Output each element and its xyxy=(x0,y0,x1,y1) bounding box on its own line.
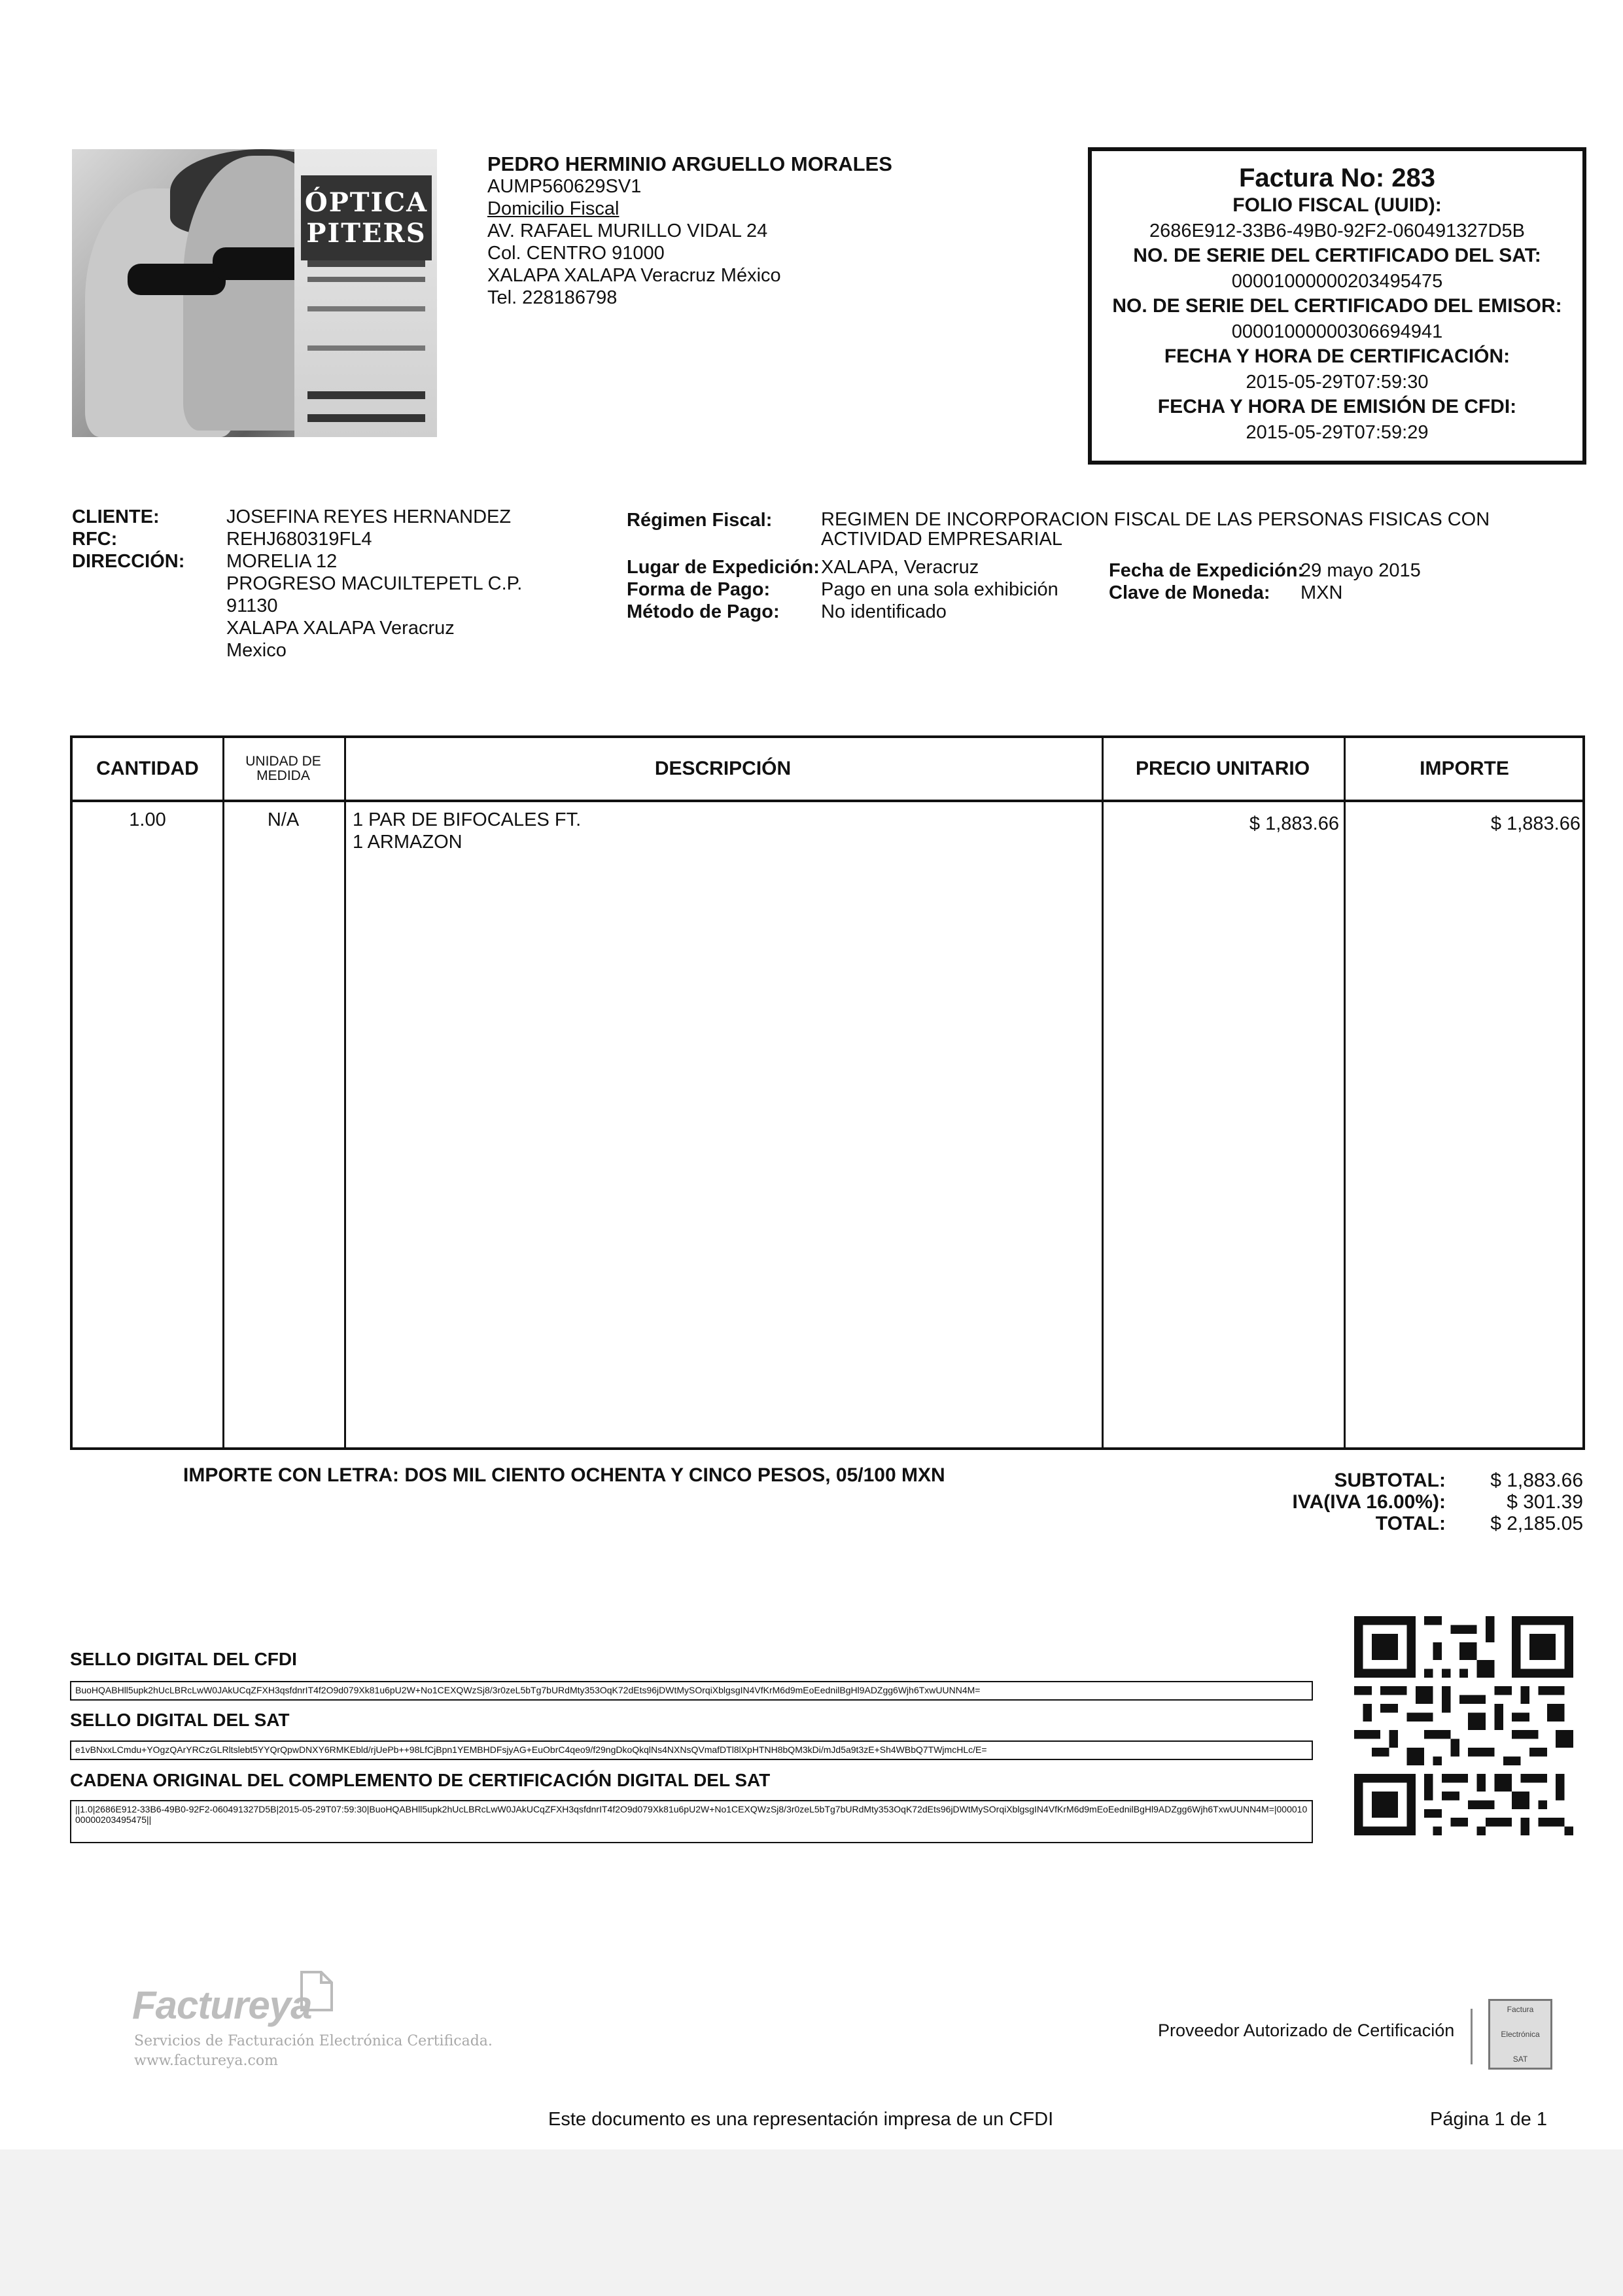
emision-date-value: 2015-05-29T07:59:29 xyxy=(1246,421,1429,443)
scan-bottom-band xyxy=(0,2149,1623,2296)
page-number: Página 1 de 1 xyxy=(1430,2109,1547,2130)
header-divider xyxy=(73,800,1582,802)
column-divider xyxy=(222,738,224,1447)
header-unidad-line: MEDIDA xyxy=(256,768,310,783)
lugar-label: Lugar de Expedición: xyxy=(627,557,820,578)
date-currency-values xyxy=(1300,559,1421,604)
client-labels xyxy=(72,506,184,573)
importe-letra xyxy=(183,1464,945,1487)
logo-line xyxy=(307,345,425,351)
header-precio: PRECIO UNITARIO xyxy=(1135,758,1310,779)
header-cantidad: CANTIDAD xyxy=(96,758,199,779)
logo-line xyxy=(307,414,425,422)
cadena-original-box: ||1.0|2686E912-33B6-49B0-92F2-060491327D5B|2015-05-29T07:59:30|BuoHQABHll5upk2hUcLBRcLwW0JAkUCqZFXH3qsfdnrIT4f2O9d079Xk81u6pU2W+No1CEXQWzSj8/3r0zeL5bTg7bURdMty353OqK72dEts96jDWtMySOrqiXblgsgIN4VfKrM6d9mEoEednilBgHl9ADZgg6Wjh6TxwUUNN4M=|00001000000203495475|| xyxy=(70,1800,1313,1843)
factureya-logo: Factureya xyxy=(132,1983,312,2027)
client-address: XALAPA XALAPA Veracruz xyxy=(226,618,455,639)
invoice-number: Factura No: 283 xyxy=(1238,164,1436,192)
sello-cfdi-label: SELLO DIGITAL DEL CFDI xyxy=(70,1649,297,1669)
column-divider xyxy=(344,738,346,1447)
issuer-block xyxy=(487,153,892,309)
cell-importe: $ 1,883.66 xyxy=(1490,813,1580,834)
cliente-label: CLIENTE: xyxy=(72,506,160,527)
sello-sat-label: SELLO DIGITAL DEL SAT xyxy=(70,1710,290,1730)
sunglasses-icon xyxy=(128,264,226,295)
client-address: PROGRESO MACUILTEPETL C.P. xyxy=(226,573,523,594)
date-currency-labels xyxy=(1109,559,1304,604)
header-unidad xyxy=(222,738,344,800)
cell-descripcion xyxy=(353,809,581,853)
issuer-domicilio-label: Domicilio Fiscal xyxy=(487,198,620,219)
metodo-label: Método de Pago: xyxy=(627,601,780,622)
uuid-label: FOLIO FISCAL (UUID): xyxy=(1232,194,1442,216)
cell-precio: $ 1,883.66 xyxy=(1249,813,1339,834)
importe-letra-label: IMPORTE CON LETRA: xyxy=(183,1464,399,1486)
logo-line xyxy=(307,277,425,282)
importe-letra-value: DOS MIL CIENTO OCHENTA Y CINCO PESOS, 05/100 MXN xyxy=(404,1464,945,1486)
lugar-value: XALAPA, Veracruz xyxy=(821,557,979,578)
column-divider xyxy=(1102,738,1104,1447)
subtotal-label: SUBTOTAL: xyxy=(1334,1470,1446,1491)
invoice-info-box xyxy=(1088,147,1586,465)
client-address: 91130 xyxy=(226,595,278,616)
totals-labels xyxy=(1243,1470,1446,1534)
payment-labels xyxy=(627,556,820,623)
logo-line xyxy=(307,260,425,267)
regimen-line: REGIMEN DE INCORPORACION FISCAL DE LAS PERSONAS FISICAS CON xyxy=(821,509,1490,530)
header-importe: IMPORTE xyxy=(1420,758,1509,779)
sat-badge-line: Electrónica xyxy=(1501,2030,1540,2039)
cert-date-label: FECHA Y HORA DE CERTIFICACIÓN: xyxy=(1164,345,1510,367)
cert-date-value: 2015-05-29T07:59:30 xyxy=(1246,371,1429,393)
issuer-address: AV. RAFAEL MURILLO VIDAL 24 xyxy=(487,221,768,241)
issuer-rfc: AUMP560629SV1 xyxy=(487,176,642,197)
items-table xyxy=(70,735,1585,1450)
emisor-cert-value: 00001000000306694941 xyxy=(1231,321,1443,342)
cadena-original-label: CADENA ORIGINAL DEL COMPLEMENTO DE CERTIFICACIÓN DIGITAL DEL SAT xyxy=(70,1770,771,1790)
regimen-line: ACTIVIDAD EMPRESARIAL xyxy=(821,529,1063,550)
factureya-tagline: Servicios de Facturación Electrónica Certificada. xyxy=(134,2033,493,2049)
qr-code xyxy=(1354,1616,1573,1835)
direccion-label: DIRECCIÓN: xyxy=(72,551,185,572)
sat-cert-label: NO. DE SERIE DEL CERTIFICADO DEL SAT: xyxy=(1133,245,1541,266)
factureya-url: www.factureya.com xyxy=(134,2053,278,2069)
client-address: MORELIA 12 xyxy=(226,551,338,572)
client-name: JOSEFINA REYES HERNANDEZ xyxy=(226,506,512,527)
client-rfc: REHJ680319FL4 xyxy=(226,529,372,550)
uuid-value: 2686E912-33B6-49B0-92F2-060491327D5B xyxy=(1149,220,1525,241)
sat-badge-line: Factura xyxy=(1507,2005,1534,2014)
forma-value: Pago en una sola exhibición xyxy=(821,579,1058,600)
sello-sat-box: e1vBNxxLCmdu+YOgzQArYRCzGLRltslebt5YYQrQpwDNXY6RMKEbld/rjUePb++98LfCjBpn1YEMBHDFsjyAG+EuObrC4qeo9/f29ngDkoQkqlNs4NXNsQVmafDTl8lXpHTNH8bQM3kDi/mJd5a9t3zE+Sh4WBbQ7TWjmcHLc/E= xyxy=(70,1740,1313,1760)
payment-values xyxy=(821,556,1058,623)
proveedor-label: Proveedor Autorizado de Certificación xyxy=(1158,2021,1455,2040)
logo-brand: ÓPTICA PITERS xyxy=(301,175,432,260)
moneda-value: MXN xyxy=(1300,582,1343,603)
sello-cfdi-box: BuoHQABHll5upk2hUcLBRcLwW0JAkUCqZFXH3qsfdnrIT4f2O9d079Xk81u6pU2W+No1CEXQWzSj8/3r0zeL5bTg7bURdMty353OqK72dEts96jDWtMySOrqiXblgsgIN4VfKrM6d9mEoEednilBgHl9ADZgg6Wjh6TxwUUNN4M= xyxy=(70,1681,1313,1701)
regimen-value xyxy=(821,510,1490,549)
iva-value: $ 301.39 xyxy=(1507,1491,1583,1513)
emisor-cert-label: NO. DE SERIE DEL CERTIFICADO DEL EMISOR: xyxy=(1112,295,1562,317)
factureya-subtitle xyxy=(134,2032,493,2071)
fecha-label: Fecha de Expedición: xyxy=(1109,560,1304,581)
logo-line xyxy=(307,391,425,399)
client-values xyxy=(226,506,567,662)
cfdi-representation-note: Este documento es una representación impresa de un CFDI xyxy=(548,2109,1054,2130)
description-line: 1 ARMAZON xyxy=(353,832,462,853)
moneda-label: Clave de Moneda: xyxy=(1109,582,1270,603)
iva-label: IVA(IVA 16.00%): xyxy=(1292,1491,1446,1513)
total-label: TOTAL: xyxy=(1375,1513,1446,1534)
issuer-name: PEDRO HERMINIO ARGUELLO MORALES xyxy=(487,152,892,175)
issuer-address: Col. CENTRO 91000 xyxy=(487,243,665,264)
header-unidad-line: UNIDAD DE xyxy=(245,754,321,769)
sat-cert-value: 00001000000203495475 xyxy=(1231,270,1443,292)
cell-cantidad: 1.00 xyxy=(129,809,166,830)
forma-label: Forma de Pago: xyxy=(627,579,771,600)
sat-badge-line: SAT xyxy=(1512,2055,1528,2064)
document-icon xyxy=(298,1969,337,2014)
emision-date-label: FECHA Y HORA DE EMISIÓN DE CFDI: xyxy=(1157,396,1517,417)
total-value: $ 2,185.05 xyxy=(1490,1513,1583,1534)
header-descripcion: DESCRIPCIÓN xyxy=(654,758,792,779)
logo-line xyxy=(307,306,425,311)
column-divider xyxy=(1344,738,1346,1447)
issuer-phone: Tel. 228186798 xyxy=(487,287,618,308)
regimen-label: Régimen Fiscal: xyxy=(627,510,773,531)
cell-unidad: N/A xyxy=(267,809,300,830)
client-address: Mexico xyxy=(226,640,287,661)
totals-values xyxy=(1449,1470,1583,1534)
sat-badge xyxy=(1488,1999,1552,2070)
footer-separator xyxy=(1471,2009,1473,2064)
metodo-value: No identificado xyxy=(821,601,947,622)
description-line: 1 PAR DE BIFOCALES FT. xyxy=(353,809,582,830)
fecha-value: 29 mayo 2015 xyxy=(1300,560,1421,581)
rfc-label: RFC: xyxy=(72,529,118,550)
subtotal-value: $ 1,883.66 xyxy=(1490,1470,1583,1491)
issuer-address: XALAPA XALAPA Veracruz México xyxy=(487,265,781,286)
company-logo xyxy=(72,149,437,437)
